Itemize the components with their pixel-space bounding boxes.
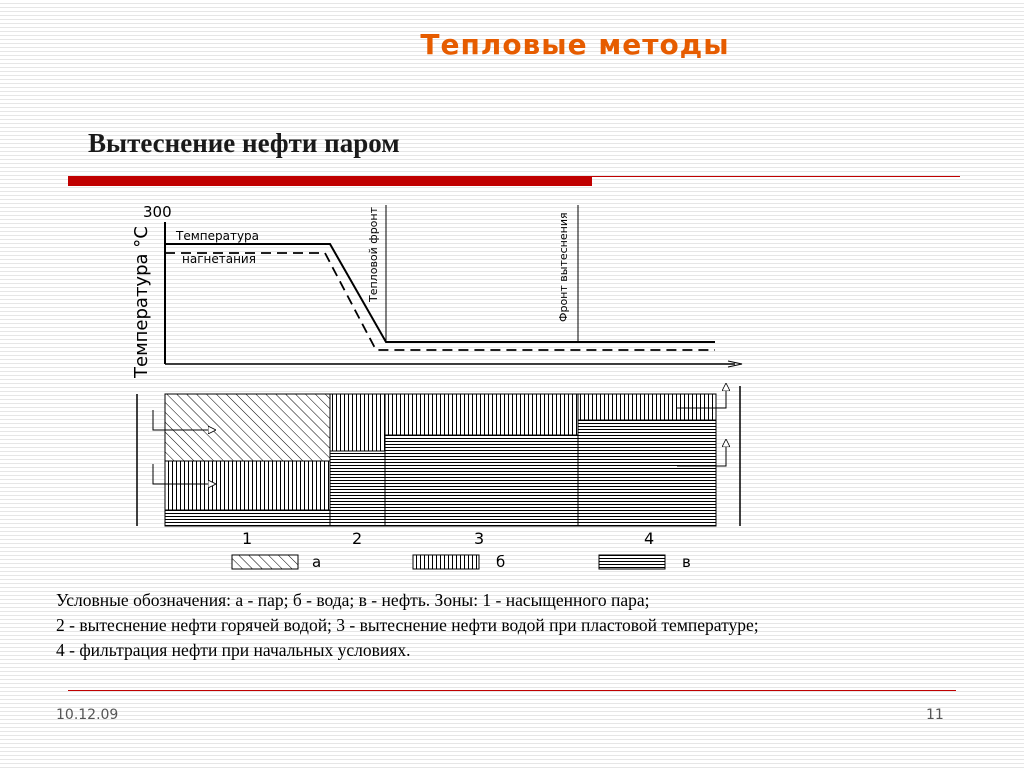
legend-description-line3: 4 - фильтрация нефти при начальных условиях.	[56, 640, 411, 660]
legend-swatch-oil	[599, 555, 665, 569]
legend-description	[56, 588, 996, 663]
zone-label-1: 1	[242, 529, 253, 548]
y-axis-label: Температура °С	[131, 226, 152, 378]
displacement-front-label: Фронт вытеснения	[557, 212, 570, 322]
legend-label-v: в	[682, 553, 691, 571]
zone1-oil-fill	[165, 510, 330, 526]
footer-rule	[68, 690, 956, 691]
zone4-water-fill	[578, 394, 716, 420]
zone2-oil-fill	[330, 451, 385, 526]
thermal-front-label: Тепловой фронт	[367, 206, 380, 302]
y-max-label: 300	[143, 203, 172, 221]
legend-label-b: б	[496, 553, 506, 571]
curve-label-line1: Температура	[176, 229, 260, 243]
curve-label-line2: нагнетания	[182, 252, 256, 266]
zone3-oil-fill	[385, 435, 578, 526]
zone3-water-fill	[385, 394, 578, 435]
footer-date: 10.12.09	[56, 707, 119, 723]
legend-swatch-water	[413, 555, 479, 569]
zone1-water-fill	[165, 461, 330, 510]
fronts	[386, 205, 578, 342]
slide-subtitle: Вытеснение нефти паром	[88, 128, 400, 158]
legend-description-line2: 2 - вытеснение нефти горячей водой; 3 - вытеснение нефти водой при пластовой температуре;	[56, 615, 759, 635]
zone1-steam-fill	[165, 394, 330, 461]
zone-label-3: 3	[474, 529, 485, 548]
zone2-water-fill	[330, 394, 385, 451]
legend-swatch-steam	[232, 555, 298, 569]
zone-label-4: 4	[644, 529, 655, 548]
zone4-oil-fill	[578, 420, 716, 526]
page-number: 11	[926, 707, 944, 723]
legend-description-line1: Условные обозначения: а - пар; б - вода; в - нефть. Зоны: 1 - насыщенного пара;	[56, 590, 650, 610]
zone-label-2: 2	[352, 529, 363, 548]
slide-title: Тепловые методы	[420, 28, 730, 61]
reservoir-section	[137, 384, 740, 526]
legend-label-a: а	[312, 553, 322, 571]
